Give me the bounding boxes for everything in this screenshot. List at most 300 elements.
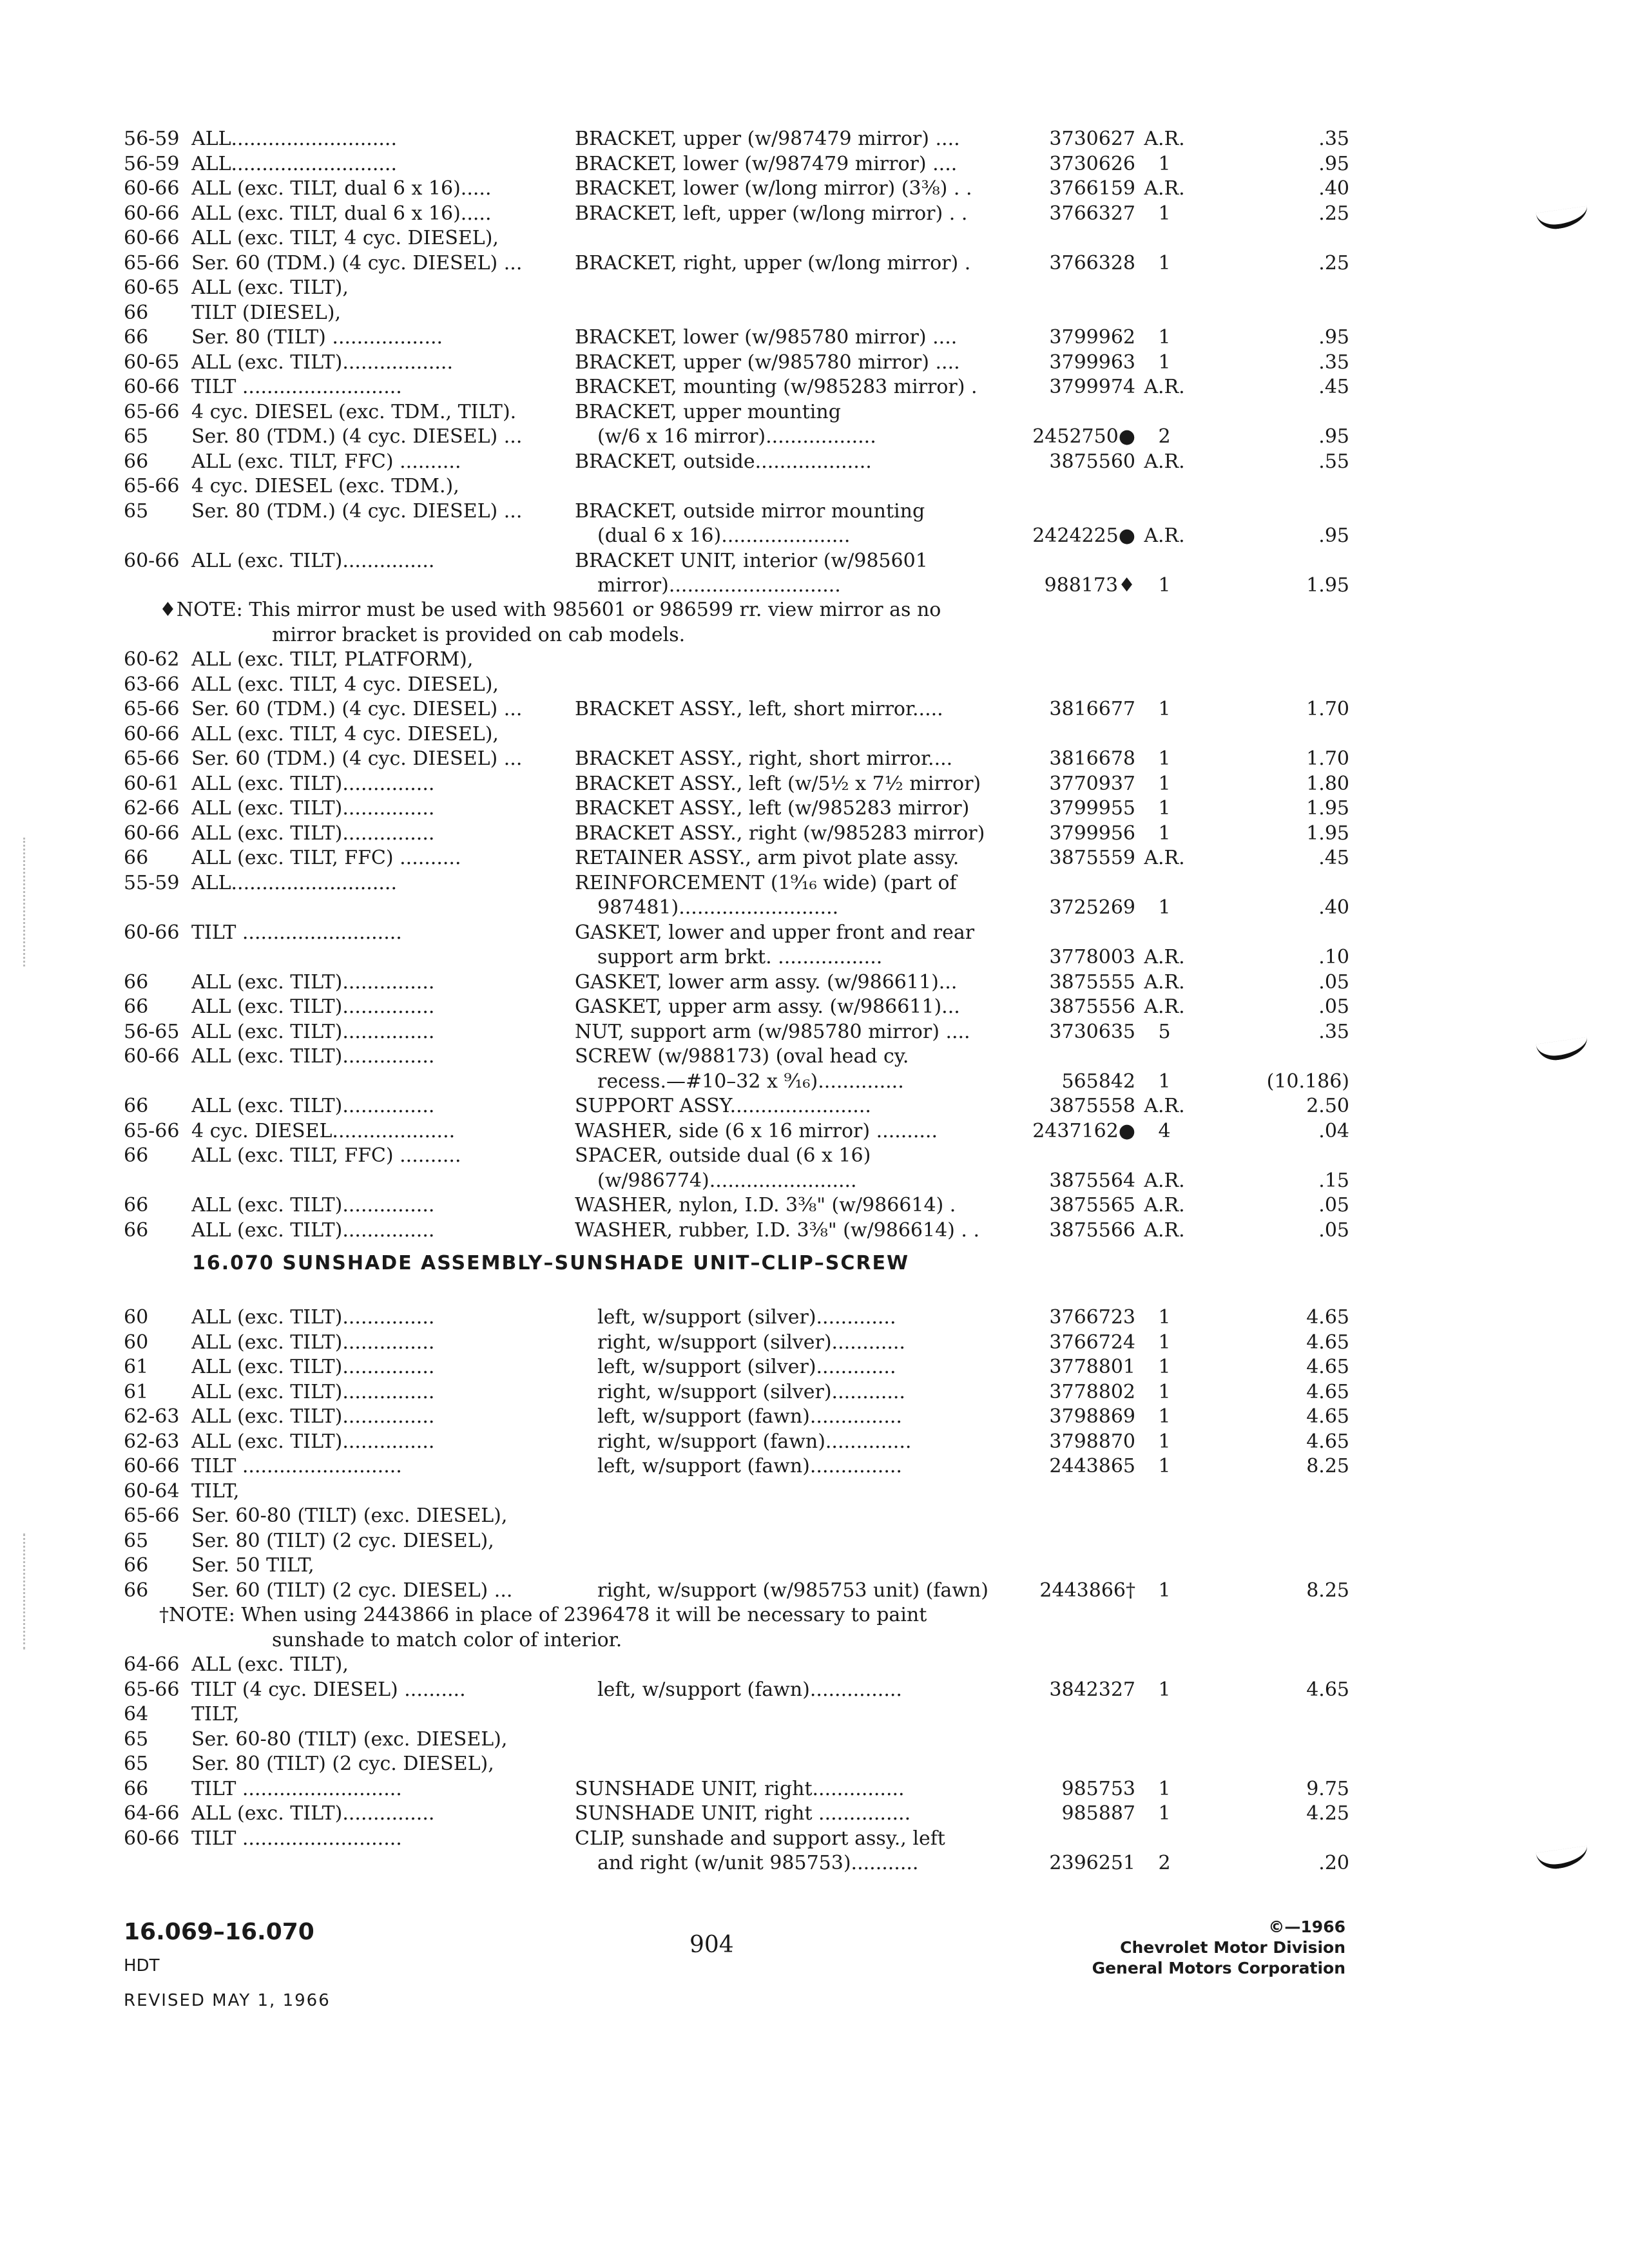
- parts-row: [124, 846, 1348, 871]
- year-cell: 65-66: [124, 475, 180, 497]
- year-cell: 65-66: [124, 251, 180, 274]
- parts-row: [124, 1020, 1348, 1045]
- description-cell: BRACKET ASSY., left (w/985283 mirror): [575, 797, 970, 820]
- parts-row: [124, 127, 1348, 152]
- year-cell: 60-66: [124, 822, 180, 845]
- quantity-cell: 1: [1158, 772, 1171, 795]
- year-cell: 66: [124, 1554, 149, 1577]
- dagger-note: [124, 1603, 1348, 1653]
- part-number-cell: 3730626: [1049, 152, 1135, 175]
- price-cell: .55: [1318, 450, 1349, 473]
- part-number-cell: 2424225●: [1032, 524, 1135, 547]
- parts-row: [124, 1094, 1348, 1119]
- description-cell: (w/986774)........................: [597, 1169, 857, 1192]
- price-cell: .35: [1318, 128, 1349, 150]
- quantity-cell: 2: [1158, 425, 1171, 448]
- quantity-cell: 1: [1158, 1802, 1171, 1825]
- parts-row: [124, 325, 1348, 351]
- part-number-cell: 565842: [1061, 1070, 1135, 1093]
- year-cell: 62-63: [124, 1405, 180, 1428]
- parts-row: [124, 796, 1348, 822]
- description-cell: WASHER, nylon, I.D. 3⅜" (w/986614) .: [575, 1194, 956, 1216]
- description-cell: BRACKET ASSY., right, short mirror....: [575, 747, 953, 770]
- price-cell: 1.70: [1306, 698, 1349, 720]
- parts-row: [124, 1144, 1348, 1169]
- description-cell: BRACKET, upper (w/985780 mirror) ....: [575, 351, 960, 374]
- parts-row: [124, 1752, 1348, 1777]
- application-cell: Ser. 60 (TDM.) (4 cyc. DIESEL) ...: [191, 251, 523, 274]
- application-cell: Ser. 80 (TILT) (2 cyc. DIESEL),: [191, 1529, 494, 1552]
- price-cell: .15: [1318, 1169, 1349, 1192]
- year-cell: 60-66: [124, 1045, 180, 1068]
- description-cell: mirror)............................: [597, 574, 841, 597]
- description-cell: BRACKET, outside...................: [575, 450, 872, 473]
- price-cell: 1.70: [1306, 747, 1349, 770]
- description-cell: right, w/support (silver)............: [597, 1331, 905, 1354]
- year-cell: 66: [124, 1777, 149, 1800]
- year-cell: 66: [124, 995, 149, 1018]
- year-cell: 60: [124, 1331, 149, 1354]
- year-cell: 56-59: [124, 128, 180, 150]
- description-cell: NUT, support arm (w/985780 mirror) ....: [575, 1020, 970, 1043]
- parts-row: [124, 995, 1348, 1020]
- application-cell: ALL...........................: [191, 128, 397, 150]
- application-cell: TILT,: [191, 1479, 240, 1503]
- price-cell: .95: [1318, 425, 1349, 448]
- price-cell: .25: [1318, 251, 1349, 274]
- description-cell: left, w/support (silver).............: [597, 1356, 896, 1378]
- price-cell: .05: [1318, 1194, 1349, 1216]
- parts-row: [124, 1405, 1348, 1430]
- description-cell: left, w/support (fawn)...............: [597, 1405, 902, 1428]
- application-cell: Ser. 50 TILT,: [191, 1554, 314, 1577]
- application-cell: TILT ..........................: [191, 1455, 402, 1477]
- quantity-cell: A.R.: [1144, 970, 1185, 994]
- quantity-cell: A.R.: [1144, 524, 1185, 547]
- quantity-cell: 1: [1158, 326, 1171, 349]
- quantity-cell: 2: [1158, 1852, 1171, 1874]
- application-cell: ALL (exc. TILT, FFC) ..........: [191, 1144, 461, 1167]
- revision-date: REVISED MAY 1, 1966: [124, 1991, 331, 2010]
- year-cell: 65: [124, 1753, 149, 1775]
- parts-row: [124, 152, 1348, 177]
- year-cell: 60-66: [124, 227, 180, 249]
- price-cell: 4.65: [1306, 1380, 1349, 1403]
- price-cell: 4.25: [1306, 1802, 1349, 1825]
- year-cell: 65: [124, 499, 149, 523]
- quantity-cell: 1: [1158, 574, 1171, 597]
- application-cell: ALL (exc. TILT)...............: [191, 1045, 435, 1068]
- description-cell: recess.—#10–32 x ⁹⁄₁₆)..............: [597, 1070, 904, 1093]
- description-cell: GASKET, lower arm assy. (w/986611)...: [575, 970, 958, 994]
- parts-row: [124, 921, 1348, 946]
- price-cell: 4.65: [1306, 1306, 1349, 1329]
- application-cell: ALL (exc. TILT)...............: [191, 549, 435, 572]
- parts-row: [124, 474, 1348, 499]
- parts-row: [124, 1218, 1348, 1244]
- parts-row: [124, 772, 1348, 797]
- application-cell: Ser. 60 (TILT) (2 cyc. DIESEL) ...: [191, 1579, 513, 1602]
- parts-row: [124, 375, 1348, 400]
- quantity-cell: 1: [1158, 1306, 1171, 1329]
- parts-row: [124, 251, 1348, 276]
- parts-table-top: [124, 127, 1348, 599]
- price-cell: (10.186): [1266, 1070, 1349, 1093]
- parts-row: [124, 549, 1348, 574]
- year-cell: 64: [124, 1703, 149, 1725]
- description-cell: BRACKET, lower (w/987479 mirror) ....: [575, 152, 958, 175]
- description-cell: 987481)..........................: [597, 896, 839, 919]
- year-cell: 60-62: [124, 648, 180, 671]
- price-cell: .35: [1318, 351, 1349, 374]
- price-cell: .40: [1318, 896, 1349, 919]
- application-cell: TILT ..........................: [191, 376, 402, 398]
- parts-row: [124, 648, 1348, 673]
- parts-row: [124, 1380, 1348, 1405]
- part-number-cell: 3799955: [1049, 797, 1135, 820]
- description-cell: BRACKET, right, upper (w/long mirror) .: [575, 251, 971, 274]
- price-cell: .05: [1318, 970, 1349, 994]
- application-cell: Ser. 80 (TDM.) (4 cyc. DIESEL) ...: [191, 499, 523, 523]
- parts-row: [124, 1653, 1348, 1678]
- price-cell: 4.65: [1306, 1430, 1349, 1453]
- description-cell: CLIP, sunshade and support assy., left: [575, 1827, 945, 1850]
- year-cell: 66: [124, 1095, 149, 1117]
- application-cell: TILT (4 cyc. DIESEL) ..........: [191, 1678, 466, 1701]
- year-cell: 65: [124, 1727, 149, 1751]
- description-cell: BRACKET UNIT, interior (w/985601: [575, 549, 928, 572]
- year-cell: 60-65: [124, 351, 180, 374]
- part-number-cell: 3766327: [1049, 202, 1135, 225]
- application-cell: ALL (exc. TILT)...............: [191, 772, 435, 795]
- description-cell: support arm brkt. .................: [597, 946, 883, 968]
- parts-row: [124, 400, 1348, 425]
- quantity-cell: 1: [1158, 1678, 1171, 1701]
- price-cell: .95: [1318, 326, 1349, 349]
- parts-row: [124, 1827, 1348, 1852]
- description-cell: BRACKET ASSY., right (w/985283 mirror): [575, 822, 985, 845]
- part-number-cell: 2437162●: [1032, 1119, 1135, 1142]
- year-cell: 60-66: [124, 549, 180, 572]
- quantity-cell: 1: [1158, 1455, 1171, 1477]
- price-cell: .05: [1318, 995, 1349, 1018]
- parts-row: [124, 722, 1348, 747]
- year-cell: 61: [124, 1380, 149, 1403]
- parts-row: [124, 1702, 1348, 1727]
- quantity-cell: 1: [1158, 1405, 1171, 1428]
- application-cell: ALL (exc. TILT)...............: [191, 822, 435, 845]
- price-cell: 8.25: [1306, 1579, 1349, 1602]
- year-cell: 60-66: [124, 177, 180, 200]
- application-cell: ALL (exc. TILT)...............: [191, 1095, 435, 1117]
- scan-edge-mark: [23, 1533, 28, 1649]
- part-number-cell: 3875565: [1049, 1194, 1135, 1216]
- price-cell: 1.95: [1306, 797, 1349, 820]
- scan-edge-mark: [23, 838, 28, 966]
- year-cell: 66: [124, 301, 149, 324]
- quantity-cell: 1: [1158, 747, 1171, 770]
- year-cell: 65: [124, 1529, 149, 1552]
- quantity-cell: A.R.: [1144, 1095, 1185, 1117]
- parts-table-sunshade: [124, 1305, 1348, 1603]
- year-cell: 66: [124, 1218, 149, 1242]
- description-cell: left, w/support (fawn)...............: [597, 1678, 902, 1701]
- part-number-cell: 3875556: [1049, 995, 1135, 1018]
- part-number-cell: 3799956: [1049, 822, 1135, 845]
- parts-row: [124, 1678, 1348, 1703]
- part-number-cell: 3875566: [1049, 1218, 1135, 1242]
- diamond-note: [124, 598, 1348, 648]
- parts-list: [124, 1653, 1348, 1876]
- year-cell: 65-66: [124, 1678, 180, 1701]
- quantity-cell: 5: [1158, 1020, 1171, 1043]
- part-number-cell: 3766328: [1049, 251, 1135, 274]
- parts-row: [124, 697, 1348, 722]
- year-cell: 60-66: [124, 722, 180, 745]
- application-cell: ALL (exc. TILT)...............: [191, 1356, 435, 1378]
- parts-row: [124, 524, 1348, 549]
- quantity-cell: 1: [1158, 1070, 1171, 1093]
- note-line: ♦NOTE: This mirror must be used with 985601 or 986599 rr. view mirror as no: [159, 599, 941, 621]
- quantity-cell: 1: [1158, 822, 1171, 845]
- quantity-cell: 4: [1158, 1119, 1171, 1142]
- application-cell: ALL (exc. TILT, 4 cyc. DIESEL),: [191, 673, 499, 696]
- year-cell: 65-66: [124, 747, 180, 770]
- year-cell: 65-66: [124, 698, 180, 720]
- parts-row: [124, 871, 1348, 896]
- year-cell: 60: [124, 1306, 149, 1329]
- year-cell: 65-66: [124, 1119, 180, 1142]
- parts-list: [124, 1305, 1348, 1603]
- description-cell: and right (w/unit 985753)...........: [597, 1852, 919, 1874]
- year-cell: 66: [124, 847, 149, 869]
- price-cell: 2.50: [1306, 1095, 1349, 1117]
- price-cell: .95: [1318, 524, 1349, 547]
- part-number-cell: 3842327: [1049, 1678, 1135, 1701]
- application-cell: Ser. 60 (TDM.) (4 cyc. DIESEL) ...: [191, 698, 523, 720]
- quantity-cell: 1: [1158, 1331, 1171, 1354]
- quantity-cell: A.R.: [1144, 946, 1185, 968]
- price-cell: 4.65: [1306, 1678, 1349, 1701]
- year-cell: 60-66: [124, 376, 180, 398]
- parts-table-middle: [124, 648, 1348, 1243]
- part-number-cell: 3778801: [1049, 1356, 1135, 1378]
- quantity-cell: A.R.: [1144, 177, 1185, 200]
- application-cell: ALL (exc. TILT),: [191, 276, 349, 299]
- application-cell: 4 cyc. DIESEL (exc. TDM.),: [191, 475, 459, 497]
- parts-table-bottom: [124, 1653, 1348, 1876]
- price-cell: 1.80: [1306, 772, 1349, 795]
- part-number-cell: 3816677: [1049, 698, 1135, 720]
- year-cell: 60-65: [124, 276, 180, 299]
- application-cell: TILT (DIESEL),: [191, 301, 342, 324]
- application-cell: ALL (exc. TILT, dual 6 x 16).....: [191, 177, 492, 200]
- parts-row: [124, 1355, 1348, 1380]
- quantity-cell: A.R.: [1144, 1169, 1185, 1192]
- year-cell: 62-66: [124, 797, 180, 820]
- part-number-cell: 3816678: [1049, 747, 1135, 770]
- part-number-cell: 3770937: [1049, 772, 1135, 795]
- quantity-cell: 1: [1158, 251, 1171, 274]
- description-cell: BRACKET, upper mounting: [575, 400, 841, 423]
- part-number-cell: 3766723: [1049, 1306, 1135, 1329]
- application-cell: ALL (exc. TILT, dual 6 x 16).....: [191, 202, 492, 225]
- quantity-cell: 1: [1158, 698, 1171, 720]
- description-cell: BRACKET, lower (w/985780 mirror) ....: [575, 326, 958, 349]
- parts-row: [124, 1553, 1348, 1579]
- parts-row: [124, 1802, 1348, 1827]
- year-cell: 66: [124, 450, 149, 473]
- part-number-cell: 3799974: [1049, 376, 1135, 398]
- part-number-cell: 3875555: [1049, 970, 1135, 994]
- quantity-cell: 1: [1158, 1579, 1171, 1602]
- application-cell: 4 cyc. DIESEL....................: [191, 1119, 456, 1142]
- price-cell: .45: [1318, 376, 1349, 398]
- price-cell: .10: [1318, 946, 1349, 968]
- division-name: Chevrolet Motor Division: [1120, 1938, 1345, 1957]
- parts-row: [124, 896, 1348, 921]
- quantity-cell: A.R.: [1144, 995, 1185, 1018]
- description-cell: SCREW (w/988173) (oval head cy.: [575, 1045, 909, 1068]
- application-cell: ALL (exc. TILT, FFC) ..........: [191, 847, 461, 869]
- year-cell: 60-66: [124, 202, 180, 225]
- footer-left: [124, 1917, 331, 2015]
- parts-row: [124, 202, 1348, 227]
- parts-row: [124, 1044, 1348, 1070]
- application-cell: Ser. 80 (TDM.) (4 cyc. DIESEL) ...: [191, 425, 523, 448]
- year-cell: 56-59: [124, 152, 180, 175]
- note-line: †NOTE: When using 2443866 in place of 2396478 it will be necessary to paint: [159, 1604, 927, 1626]
- description-cell: right, w/support (w/985753 unit) (fawn): [597, 1579, 988, 1602]
- note-line: mirror bracket is provided on cab models.: [272, 623, 686, 646]
- part-number-cell: 3799963: [1049, 351, 1135, 374]
- quantity-cell: A.R.: [1144, 450, 1185, 473]
- part-number-cell: 2443866†: [1039, 1579, 1135, 1602]
- part-number-cell: 985887: [1061, 1802, 1135, 1825]
- parts-row: [124, 499, 1348, 524]
- parts-row: [124, 1579, 1348, 1604]
- application-cell: TILT ..........................: [191, 1777, 402, 1800]
- parts-row: [124, 1479, 1348, 1504]
- part-number-cell: 3875564: [1049, 1169, 1135, 1192]
- part-number-cell: 988173♦: [1044, 574, 1135, 597]
- application-cell: 4 cyc. DIESEL (exc. TDM., TILT).: [191, 400, 517, 423]
- parts-row: [124, 1305, 1348, 1331]
- description-cell: BRACKET, outside mirror mounting: [575, 499, 925, 523]
- quantity-cell: 1: [1158, 1356, 1171, 1378]
- application-cell: TILT ..........................: [191, 1827, 402, 1850]
- description-cell: left, w/support (silver).............: [597, 1306, 896, 1329]
- parts-row: [124, 226, 1348, 251]
- application-cell: ALL (exc. TILT)...............: [191, 970, 435, 994]
- price-cell: .20: [1318, 1852, 1349, 1874]
- application-cell: ALL (exc. TILT, FFC) ..........: [191, 450, 461, 473]
- price-cell: .35: [1318, 1020, 1349, 1043]
- parts-row: [124, 1777, 1348, 1802]
- application-cell: ALL (exc. TILT),: [191, 1653, 349, 1676]
- quantity-cell: A.R.: [1144, 1218, 1185, 1242]
- section-heading: 16.070 SUNSHADE ASSEMBLY–SUNSHADE UNIT–CLIP–SCREW: [192, 1252, 910, 1274]
- parts-row: [124, 1430, 1348, 1455]
- year-cell: 66: [124, 1194, 149, 1216]
- part-number-cell: 3730635: [1049, 1020, 1135, 1043]
- price-cell: 4.65: [1306, 1405, 1349, 1428]
- application-cell: TILT ..........................: [191, 921, 402, 944]
- application-cell: ALL (exc. TILT)...............: [191, 1194, 435, 1216]
- part-number-cell: 2452750●: [1032, 425, 1135, 448]
- year-cell: 66: [124, 326, 149, 349]
- description-cell: SUPPORT ASSY.......................: [575, 1095, 871, 1117]
- quantity-cell: 1: [1158, 202, 1171, 225]
- application-cell: Ser. 60 (TDM.) (4 cyc. DIESEL) ...: [191, 747, 523, 770]
- parts-list: [124, 648, 1348, 1243]
- price-cell: 1.95: [1306, 574, 1349, 597]
- year-cell: 60-66: [124, 1827, 180, 1850]
- price-cell: 9.75: [1306, 1777, 1349, 1800]
- application-cell: ALL...........................: [191, 152, 397, 175]
- part-number-cell: 3725269: [1049, 896, 1135, 919]
- parts-row: [124, 1504, 1348, 1529]
- parts-row: [124, 1727, 1348, 1753]
- year-cell: 60-66: [124, 921, 180, 944]
- year-cell: 65: [124, 425, 149, 448]
- part-number-cell: 3799962: [1049, 326, 1135, 349]
- description-cell: REINFORCEMENT (1⁹⁄₁₆ wide) (part of: [575, 871, 957, 894]
- part-number-cell: 3875560: [1049, 450, 1135, 473]
- part-number-cell: 3766159: [1049, 177, 1135, 200]
- description-cell: WASHER, rubber, I.D. 3⅜" (w/986614) . .: [575, 1218, 980, 1242]
- description-cell: right, w/support (fawn)..............: [597, 1430, 912, 1453]
- application-cell: ALL (exc. TILT, PLATFORM),: [191, 648, 474, 671]
- parts-row: [124, 177, 1348, 202]
- year-cell: 65-66: [124, 1504, 180, 1527]
- quantity-cell: A.R.: [1144, 1194, 1185, 1216]
- description-cell: BRACKET, left, upper (w/long mirror) . .: [575, 202, 968, 225]
- quantity-cell: A.R.: [1144, 376, 1185, 398]
- application-cell: ALL (exc. TILT)...............: [191, 1405, 435, 1428]
- application-cell: ALL (exc. TILT)...............: [191, 1430, 435, 1453]
- parts-row: [124, 822, 1348, 847]
- parts-row: [124, 970, 1348, 995]
- application-cell: ALL (exc. TILT, 4 cyc. DIESEL),: [191, 227, 499, 249]
- quantity-cell: A.R.: [1144, 128, 1185, 150]
- description-cell: SUNSHADE UNIT, right ...............: [575, 1802, 911, 1825]
- year-cell: 61: [124, 1356, 149, 1378]
- description-cell: BRACKET, mounting (w/985283 mirror) .: [575, 376, 978, 398]
- parts-row: [124, 1454, 1348, 1479]
- corporation-name: General Motors Corporation: [1092, 1959, 1345, 1977]
- parts-row: [124, 573, 1348, 599]
- application-cell: ALL (exc. TILT)...............: [191, 1218, 435, 1242]
- parts-row: [124, 673, 1348, 698]
- parts-row: [124, 945, 1348, 970]
- parts-row: [124, 425, 1348, 450]
- binder-hole-mark: [1536, 1846, 1589, 1872]
- parts-row: [124, 1529, 1348, 1554]
- application-cell: Ser. 60-80 (TILT) (exc. DIESEL),: [191, 1504, 508, 1527]
- part-number-cell: 3778802: [1049, 1380, 1135, 1403]
- price-cell: .04: [1318, 1119, 1349, 1142]
- part-number-cell: 3798870: [1049, 1430, 1135, 1453]
- year-cell: 62-63: [124, 1430, 180, 1453]
- model-code: HDT: [124, 1956, 160, 1975]
- description-cell: right, w/support (silver)............: [597, 1380, 905, 1403]
- parts-row: [124, 450, 1348, 475]
- part-number-cell: 3875558: [1049, 1095, 1135, 1117]
- part-number-cell: 3766724: [1049, 1331, 1135, 1354]
- description-cell: left, w/support (fawn)...............: [597, 1455, 902, 1477]
- price-cell: 4.65: [1306, 1356, 1349, 1378]
